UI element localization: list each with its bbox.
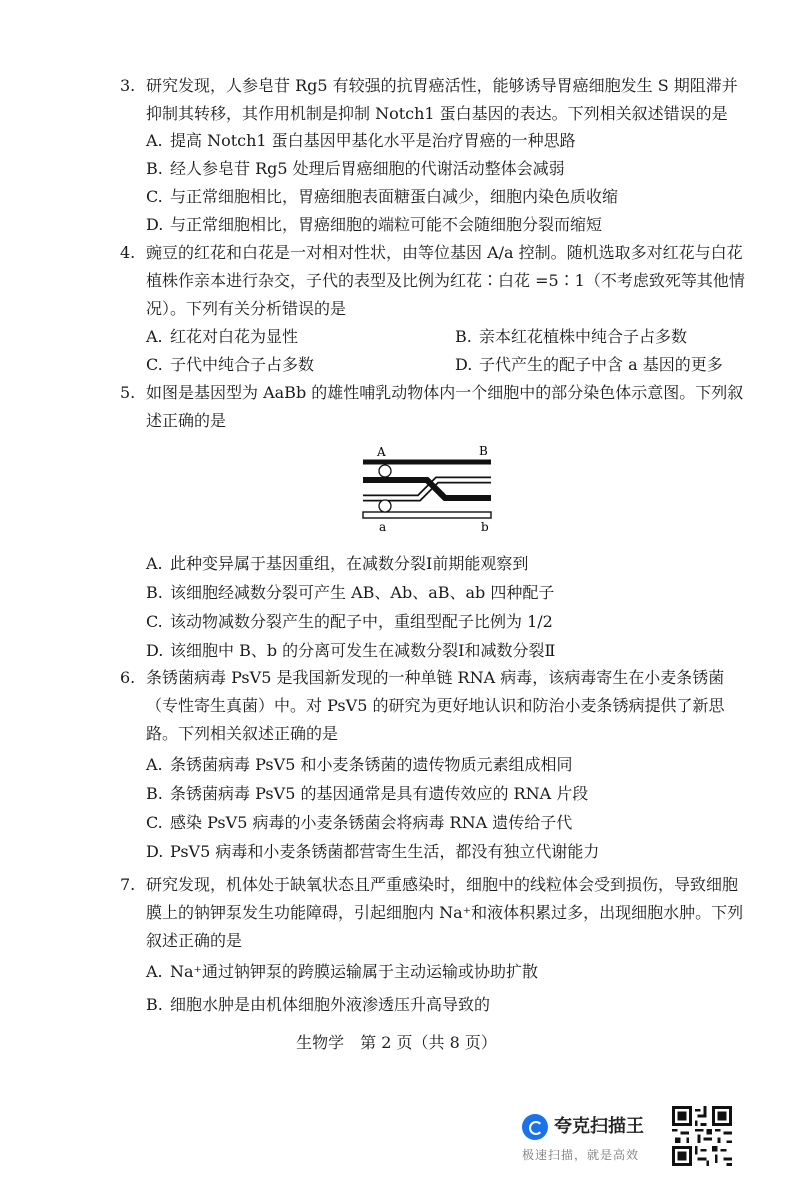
question-5 bbox=[120, 379, 750, 435]
question-number: 6. bbox=[120, 668, 136, 687]
option-5c: C. 该动物减数分裂产生的配子中，重组型配子比例为 1/2 bbox=[146, 612, 553, 631]
question-3 bbox=[120, 72, 750, 128]
scanner-watermark bbox=[522, 1108, 662, 1164]
question-number: 4. bbox=[120, 243, 136, 262]
option-6b: B. 条锈菌病毒 PsV5 的基因通常是具有遗传效应的 RNA 片段 bbox=[146, 784, 589, 803]
option-4b: B. 亲本红花植株中纯合子占多数 bbox=[455, 327, 688, 346]
question-7 bbox=[120, 871, 750, 955]
question-number: 5. bbox=[120, 383, 136, 402]
page-footer: 生物学 第 2 页（共 8 页） bbox=[296, 1033, 497, 1052]
option-7a: A. Na⁺通过钠钾泵的跨膜运输属于主动运输或协助扩散 bbox=[146, 962, 538, 981]
scanner-logo-icon bbox=[522, 1114, 548, 1140]
qr-code-icon bbox=[672, 1106, 732, 1166]
option-3a: A. 提高 Notch1 蛋白基因甲基化水平是治疗胃癌的一种思路 bbox=[146, 131, 576, 150]
option-6c: C. 感染 PsV5 病毒的小麦条锈菌会将病毒 RNA 遗传给子代 bbox=[146, 813, 573, 832]
question-stem: 条锈菌病毒 PsV5 是我国新发现的一种单链 RNA 病毒，该病毒寄生在小麦条锈菌（专性寄生真菌）中。对 PsV5 的研究为更好地认识和防治小麦条锈病提供了新思路。下列相关叙述正确的是 bbox=[146, 668, 725, 743]
option-4d: D. 子代产生的配子中含 a 基因的更多 bbox=[455, 355, 723, 374]
chromatid-a-lower bbox=[363, 512, 491, 518]
gene-label-B: B bbox=[479, 446, 488, 458]
chromosome-diagram bbox=[355, 446, 495, 532]
option-7b: B. 细胞水肿是由机体细胞外液渗透压升高导致的 bbox=[146, 995, 491, 1014]
option-5b: B. 该细胞经减数分裂可产生 AB、Ab、aB、ab 四种配子 bbox=[146, 583, 555, 602]
question-6 bbox=[120, 664, 750, 748]
question-stem: 豌豆的红花和白花是一对相对性状，由等位基因 A/a 控制。随机选取多对红花与白花植株作亲本进行杂交，子代的表型及比例为红花∶白花 =5∶1（不考虑致死等其他情况）。下列有关分析错误的是 bbox=[146, 243, 745, 318]
question-stem: 如图是基因型为 AaBb 的雄性哺乳动物体内一个细胞中的部分染色体示意图。下列叙述正确的是 bbox=[146, 383, 744, 430]
question-stem: 研究发现，人参皂苷 Rg5 有较强的抗胃癌活性，能够诱导胃癌细胞发生 S 期阻滞并抑制其转移，其作用机制是抑制 Notch1 蛋白基因的表达。下列相关叙述错误的是 bbox=[146, 76, 738, 123]
option-5d: D. 该细胞中 B、b 的分离可发生在减数分裂Ⅰ和减数分裂Ⅱ bbox=[146, 641, 556, 660]
option-6d: D. PsV5 病毒和小麦条锈菌都营寄生生活，都没有独立代谢能力 bbox=[146, 842, 600, 861]
centromere-lower bbox=[379, 500, 391, 512]
centromere-upper bbox=[379, 465, 391, 477]
option-5a: A. 此种变异属于基因重组，在减数分裂Ⅰ前期能观察到 bbox=[146, 554, 529, 573]
question-number: 3. bbox=[120, 76, 136, 95]
option-4a: A. 红花对白花为显性 bbox=[146, 327, 299, 346]
question-number: 7. bbox=[120, 875, 136, 894]
scanner-slogan: 极速扫描，就是高效 bbox=[522, 1148, 640, 1162]
gene-label-A: A bbox=[377, 446, 386, 459]
gene-label-a: a bbox=[379, 520, 387, 532]
gene-label-b: b bbox=[481, 520, 489, 532]
option-3b: B. 经人参皂苷 Rg5 处理后胃癌细胞的代谢活动整体会减弱 bbox=[146, 159, 565, 178]
option-3d: D. 与正常细胞相比，胃癌细胞的端粒可能不会随细胞分裂而缩短 bbox=[146, 215, 603, 234]
option-6a: A. 条锈菌病毒 PsV5 和小麦条锈菌的遗传物质元素组成相同 bbox=[146, 755, 573, 774]
scanner-brand-name: 夸克扫描王 bbox=[554, 1116, 644, 1137]
option-4c: C. 子代中纯合子占多数 bbox=[146, 355, 315, 374]
option-3c: C. 与正常细胞相比，胃癌细胞表面糖蛋白减少，细胞内染色质收缩 bbox=[146, 187, 619, 206]
question-4 bbox=[120, 239, 750, 323]
question-stem: 研究发现，机体处于缺氧状态且严重感染时，细胞中的线粒体会受到损伤，导致细胞膜上的钠钾泵发生功能障碍，引起细胞内 Na⁺和液体积累过多，出现细胞水肿。下列叙述正确的是 bbox=[146, 875, 744, 950]
